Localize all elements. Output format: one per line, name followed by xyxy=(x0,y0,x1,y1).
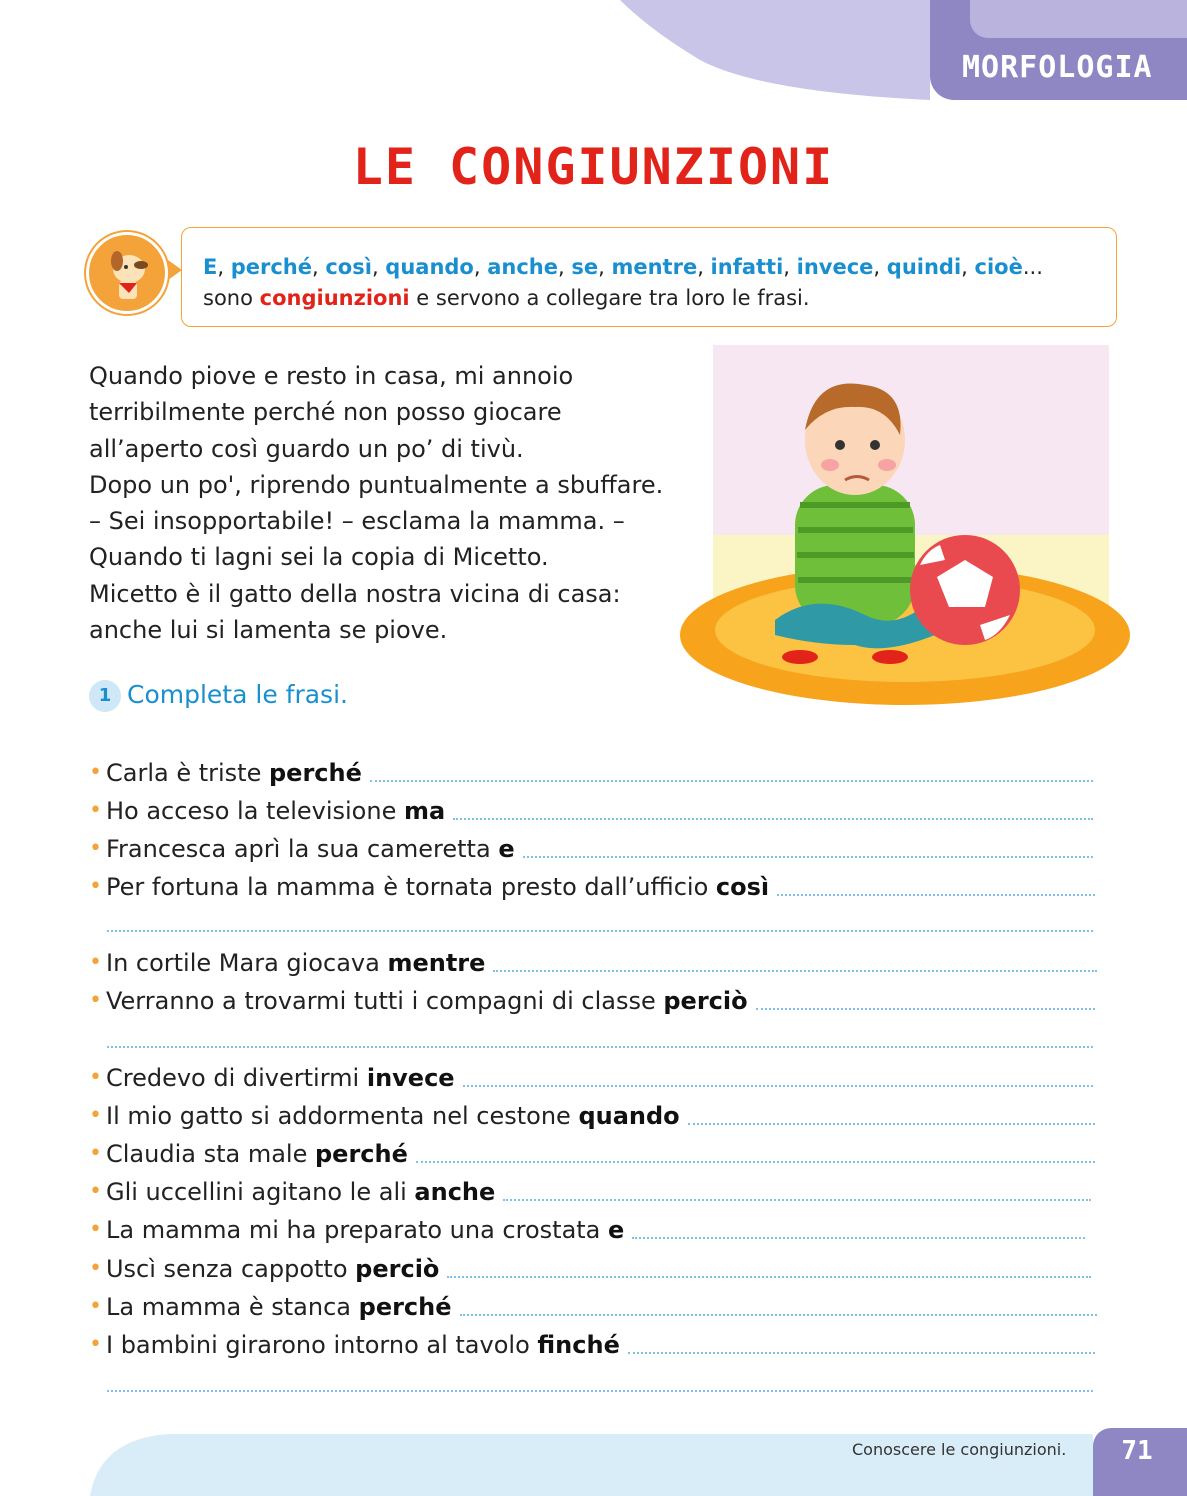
item-text: Il mio gatto si addormenta nel cestone xyxy=(105,1102,571,1130)
answer-line[interactable] xyxy=(447,1276,1091,1278)
boy-with-ball-illustration xyxy=(665,345,1135,725)
item-text: In cortile Mara giocava xyxy=(105,949,380,977)
answer-line[interactable] xyxy=(453,818,1093,820)
bullet-icon: • xyxy=(89,874,102,899)
item-conjunction: quando xyxy=(578,1102,680,1130)
item-text: Credevo di divertirmi xyxy=(105,1064,360,1092)
exercise-item xyxy=(89,1101,1095,1131)
item-conjunction: finché xyxy=(537,1331,620,1359)
conjunction: quando xyxy=(385,255,474,279)
story-line: Quando ti lagni sei la copia di Micetto. xyxy=(89,543,549,572)
exercise-item xyxy=(89,986,1095,1016)
bullet-icon: • xyxy=(89,760,102,785)
exercise-item xyxy=(89,1254,1091,1284)
answer-line[interactable] xyxy=(503,1199,1091,1201)
definition-sentence xyxy=(203,283,1096,314)
bullet-icon: • xyxy=(89,1179,102,1204)
story-line: Dopo un po', riprendo puntualmente a sbuffare. xyxy=(89,470,664,499)
item-conjunction: perciò xyxy=(663,987,748,1015)
item-conjunction: perché xyxy=(314,1140,408,1168)
conjunction: così xyxy=(325,255,372,279)
speech-pointer xyxy=(168,260,182,280)
conjunction: mentre xyxy=(611,255,698,279)
item-conjunction: e xyxy=(608,1216,625,1244)
exercise-item xyxy=(89,1177,1091,1207)
answer-line[interactable] xyxy=(688,1123,1095,1125)
conjunction: E xyxy=(203,255,218,279)
item-text: Gli uccellini agitano le ali xyxy=(105,1178,407,1206)
bullet-icon: • xyxy=(89,1217,102,1242)
item-conjunction: invece xyxy=(366,1064,455,1092)
answer-line-continuation[interactable] xyxy=(107,1046,1093,1048)
item-conjunction: mentre xyxy=(387,949,486,977)
exercise-item xyxy=(89,758,1093,788)
conjunction: se xyxy=(571,255,599,279)
exercise-item xyxy=(89,796,1093,826)
item-text: I bambini girarono intorno al tavolo xyxy=(105,1331,530,1359)
ellipsis: ... xyxy=(1022,255,1043,279)
conjunction: perché xyxy=(230,255,312,279)
exercise-item xyxy=(89,872,1095,902)
bullet-icon: • xyxy=(89,1103,102,1128)
bullet-icon: • xyxy=(89,798,102,823)
item-conjunction: ma xyxy=(403,797,446,825)
story-line: all’aperto così guardo un po’ di tivù. xyxy=(89,434,524,463)
definition-end: e servono a collegare tra loro le frasi. xyxy=(416,286,810,310)
bullet-icon: • xyxy=(89,988,102,1013)
item-text: Uscì senza cappotto xyxy=(105,1255,348,1283)
conjunction: cioè xyxy=(974,255,1023,279)
item-text: Francesca aprì la sua cameretta xyxy=(105,835,491,863)
section-tab-label: MORFOLOGIA xyxy=(962,50,1153,85)
item-text: Carla è triste xyxy=(105,759,262,787)
item-conjunction: così xyxy=(715,873,770,901)
conjunction: quindi xyxy=(886,255,962,279)
conjunction: infatti xyxy=(710,255,784,279)
bullet-icon: • xyxy=(89,950,102,975)
answer-line[interactable] xyxy=(463,1085,1093,1087)
bullet-icon: • xyxy=(89,1332,102,1357)
item-conjunction: perciò xyxy=(355,1255,440,1283)
answer-line[interactable] xyxy=(370,780,1093,782)
item-text: La mamma è stanca xyxy=(105,1293,351,1321)
dog-mascot-icon xyxy=(86,232,168,314)
exercise-heading xyxy=(89,680,348,712)
item-text: Claudia sta male xyxy=(105,1140,308,1168)
story-paragraph xyxy=(89,358,709,648)
answer-line-continuation[interactable] xyxy=(107,1390,1093,1392)
section-tab-highlight xyxy=(970,0,1187,38)
item-conjunction: anche xyxy=(414,1178,496,1206)
story-line: Quando piove e resto in casa, mi annoio xyxy=(89,362,574,390)
conjunction-list: E, perché, così, quando, anche, se, mentre, infatti, invece, quindi, cioè... xyxy=(203,255,1043,279)
definition-start: sono xyxy=(203,286,253,310)
definition-highlight: congiunzioni xyxy=(259,286,410,310)
answer-line[interactable] xyxy=(460,1314,1097,1316)
bullet-icon: • xyxy=(89,836,102,861)
exercise-item xyxy=(89,1139,1095,1169)
story-line: anche lui si lamenta se piove. xyxy=(89,616,448,645)
bullet-icon: • xyxy=(89,1141,102,1166)
answer-line[interactable] xyxy=(756,1008,1095,1010)
exercise-item xyxy=(89,1063,1093,1093)
exercise-item xyxy=(89,1215,1085,1245)
exercise-number: 1 xyxy=(89,680,121,712)
story-line: terribilmente perché non posso giocare xyxy=(89,398,562,427)
exercise-instruction: Completa le frasi. xyxy=(127,680,348,709)
story-line: Micetto è il gatto della nostra vicina di casa: xyxy=(89,579,621,608)
bullet-icon: • xyxy=(89,1065,102,1090)
answer-line[interactable] xyxy=(628,1352,1095,1354)
page-number: 71 xyxy=(1121,1436,1153,1466)
item-conjunction: e xyxy=(498,835,515,863)
page-title: LE CONGIUNZIONI xyxy=(352,138,835,196)
answer-line[interactable] xyxy=(416,1161,1095,1163)
definition-box xyxy=(181,227,1117,327)
item-text: La mamma mi ha preparato una crostata xyxy=(105,1216,601,1244)
bullet-icon: • xyxy=(89,1256,102,1281)
item-conjunction: perché xyxy=(268,759,362,787)
exercise-item xyxy=(89,1330,1095,1360)
bullet-icon: • xyxy=(89,1294,102,1319)
item-text: Ho acceso la televisione xyxy=(105,797,397,825)
item-conjunction: perché xyxy=(358,1293,452,1321)
item-text: Verranno a trovarmi tutti i compagni di classe xyxy=(105,987,656,1015)
exercise-item xyxy=(89,1292,1097,1322)
answer-line[interactable] xyxy=(493,970,1097,972)
conjunction: invece xyxy=(796,255,874,279)
exercise-item xyxy=(89,948,1097,978)
answer-line-continuation[interactable] xyxy=(107,930,1093,932)
footer-caption: Conoscere le congiunzioni. xyxy=(852,1440,1067,1459)
conjunction: anche xyxy=(487,255,558,279)
exercise-item xyxy=(89,834,1093,864)
answer-line[interactable] xyxy=(632,1237,1085,1239)
item-text: Per fortuna la mamma è tornata presto dall’ufficio xyxy=(105,873,709,901)
answer-line[interactable] xyxy=(777,894,1095,896)
story-line: – Sei insopportabile! – esclama la mamma. – xyxy=(89,507,625,536)
answer-line[interactable] xyxy=(523,856,1093,858)
